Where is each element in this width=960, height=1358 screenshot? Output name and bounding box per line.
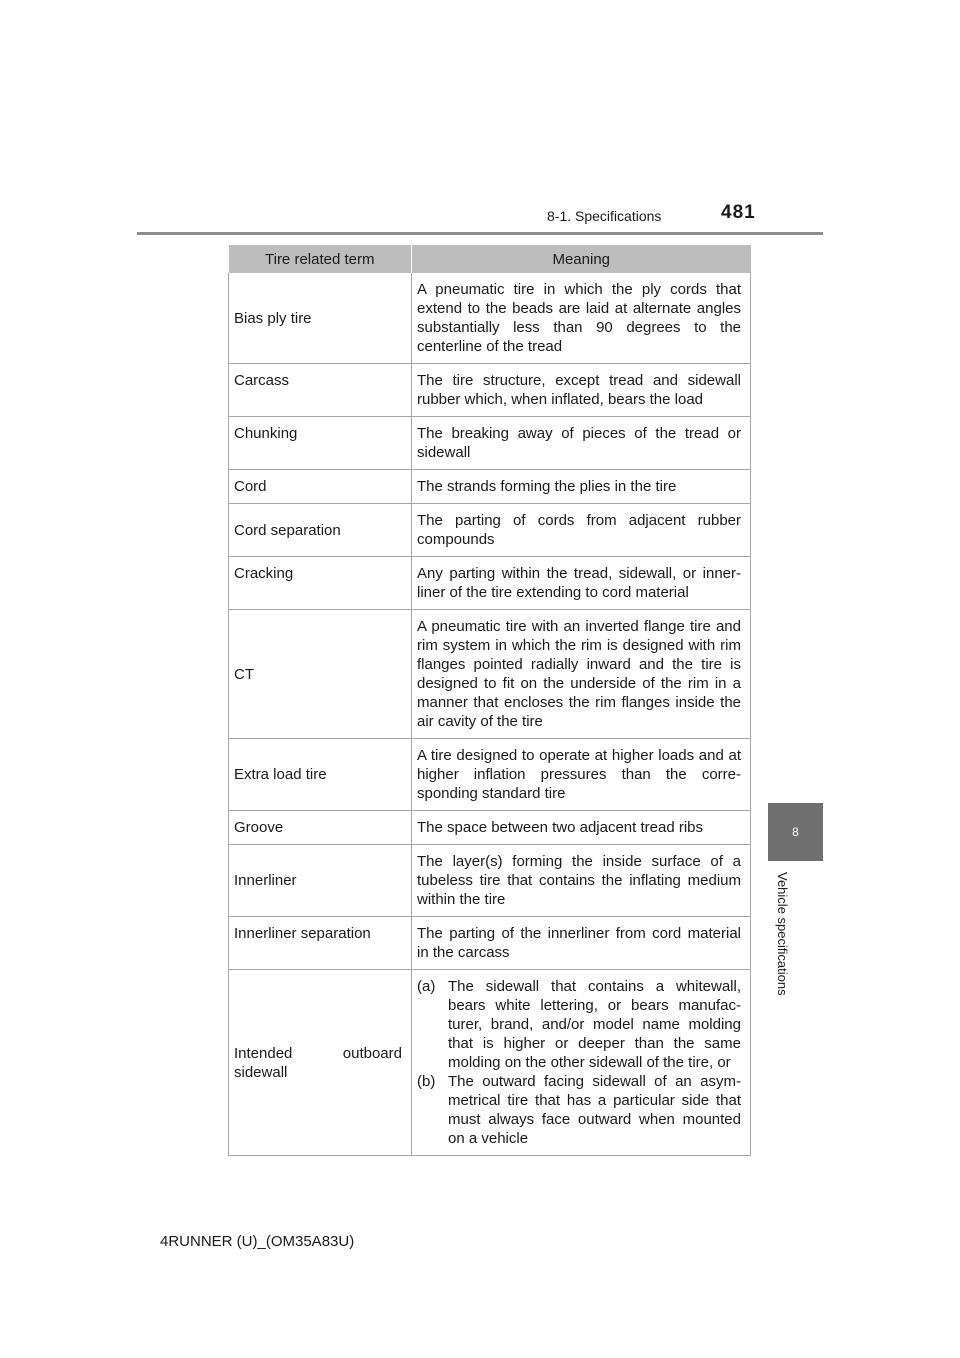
meaning-cell: The space between two adjacent tread ribs [412,811,751,845]
meaning-cell: Any parting within the tread, sidewall, or inner-liner of the tire extending to cord material [412,557,751,610]
table-row [229,739,751,811]
term-cell: Bias ply tire [229,273,412,364]
table-row [229,557,751,610]
meaning-cell [412,970,751,1156]
term-cell: Groove [229,811,412,845]
chapter-tab[interactable] [768,803,823,861]
term-cell: Innerliner separation [229,917,412,970]
term-cell: Cord separation [229,504,412,557]
document-code: 4RUNNER (U)_(OM35A83U) [160,1233,355,1250]
column-header-term: Tire related term [229,245,412,273]
chapter-number: 8 [792,825,799,839]
term-cell [229,970,412,1156]
meaning-cell: The layer(s) forming the inside surface of a tubeless tire that contains the inflating medium within the tire [412,845,751,917]
column-header-meaning: Meaning [412,245,751,273]
term-cell: Innerliner [229,845,412,917]
meaning-cell: The tire structure, except tread and sidewall rubber which, when inflated, bears the load [412,364,751,417]
term-cell: Extra load tire [229,739,412,811]
header-divider [137,232,823,235]
term-text: Intended outboard sidewall [234,1044,402,1081]
table-row [229,470,751,504]
list-item [417,1072,741,1148]
table-row [229,504,751,557]
meaning-cell: The strands forming the plies in the tire [412,470,751,504]
section-title: 8-1. Specifications [547,208,662,224]
tire-terms-table [228,245,751,1156]
meaning-cell: A tire designed to operate at higher loads and at higher inflation pressures than the corre-sponding standard tire [412,739,751,811]
meaning-cell: A pneumatic tire with an inverted flange tire and rim system in which the rim is designed with rim flanges pointed radially inward and the tire is designed to fit on the underside of the rim in a manner that encloses the rim flanges inside the air cavity of the tire [412,610,751,739]
list-marker: (a) [417,978,436,995]
meaning-cell: The parting of the innerliner from cord material in the carcass [412,917,751,970]
term-cell: Cord [229,470,412,504]
table-row [229,970,751,1156]
chapter-title: Vehicle specifications [775,872,790,996]
page-number: 481 [721,202,756,223]
table-row [229,917,751,970]
table-row [229,811,751,845]
list-text: The outward facing sidewall of an asym-metrical tire that has a particular side that must always face outward when mounted on a vehicle [448,1073,741,1147]
list-marker: (b) [417,1073,436,1090]
table-row [229,610,751,739]
table-row [229,845,751,917]
meaning-cell: The parting of cords from adjacent rubber compounds [412,504,751,557]
meaning-cell: A pneumatic tire in which the ply cords that extend to the beads are laid at alternate angles substantially less than 90 degrees to the centerline of the tread [412,273,751,364]
table-row [229,417,751,470]
list-text: The sidewall that contains a whitewall, bears white lettering, or bears manufac-turer, brand, and/or model name molding that is higher or deeper than the same molding on the other sidewall of the tire, or [448,978,741,1071]
meaning-cell: The breaking away of pieces of the tread or sidewall [412,417,751,470]
table-header-row [229,245,751,273]
term-cell: Cracking [229,557,412,610]
term-cell: Chunking [229,417,412,470]
table-row [229,364,751,417]
table-row [229,273,751,364]
list-item [417,977,741,1072]
term-cell: CT [229,610,412,739]
term-cell: Carcass [229,364,412,417]
